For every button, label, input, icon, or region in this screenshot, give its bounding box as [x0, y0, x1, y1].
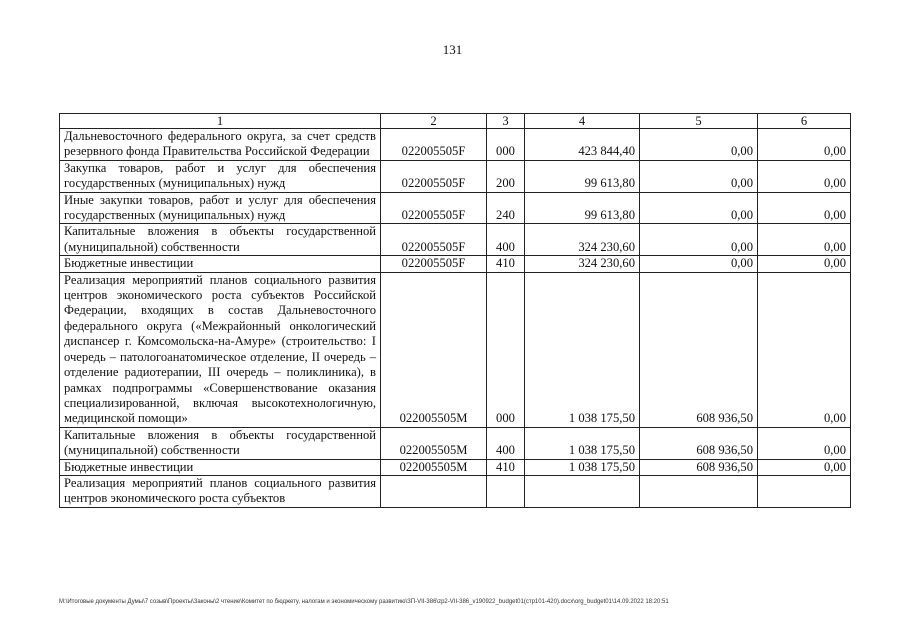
- file-path-footer: M:\Итоговые документы Думы\7 созыв\Проекты\Законы\2 чтение\Комитет по бюджету, налогам и экономическому развитию\ЗП-VII-386\zp2-VII-386_v190922_budget01(стр101-420).docx\org_budget01\14.09.2022 18:20:51: [59, 599, 669, 605]
- row-type: [487, 475, 525, 507]
- row-name: Реализация мероприятий планов социального развития центров экономического роста субъектов: [60, 475, 381, 507]
- row-col4: 99 613,80: [525, 192, 640, 224]
- budget-table: [59, 113, 851, 508]
- row-col6: [758, 475, 851, 507]
- row-code: 022005505M: [381, 272, 487, 427]
- col-header-2: 2: [381, 114, 487, 129]
- row-name: Иные закупки товаров, работ и услуг для обеспечения государственных (муниципальных) нужд: [60, 192, 381, 224]
- row-col5: 608 936,50: [640, 427, 758, 459]
- row-name: Бюджетные инвестиции: [60, 256, 381, 272]
- row-col4: 99 613,80: [525, 160, 640, 192]
- row-type: 400: [487, 224, 525, 256]
- row-name: Капитальные вложения в объекты государственной (муниципальной) собственности: [60, 427, 381, 459]
- row-col5: 0,00: [640, 224, 758, 256]
- table-row: [60, 459, 851, 475]
- row-type: 240: [487, 192, 525, 224]
- row-col4: 324 230,60: [525, 256, 640, 272]
- row-col6: 0,00: [758, 129, 851, 161]
- row-col6: 0,00: [758, 224, 851, 256]
- row-col5: [640, 475, 758, 507]
- row-col4: 423 844,40: [525, 129, 640, 161]
- table-row: [60, 224, 851, 256]
- row-col4: 1 038 175,50: [525, 272, 640, 427]
- row-code: 022005505F: [381, 256, 487, 272]
- row-col4: [525, 475, 640, 507]
- row-col5: 608 936,50: [640, 459, 758, 475]
- row-col5: 0,00: [640, 160, 758, 192]
- row-col4: 324 230,60: [525, 224, 640, 256]
- row-col5: 0,00: [640, 256, 758, 272]
- row-code: 022005505F: [381, 129, 487, 161]
- row-type: 200: [487, 160, 525, 192]
- row-type: 000: [487, 129, 525, 161]
- row-code: 022005505F: [381, 224, 487, 256]
- col-header-6: 6: [758, 114, 851, 129]
- row-code: 022005505F: [381, 192, 487, 224]
- col-header-5: 5: [640, 114, 758, 129]
- table-row: [60, 192, 851, 224]
- row-col4: 1 038 175,50: [525, 427, 640, 459]
- row-col4: 1 038 175,50: [525, 459, 640, 475]
- row-code: [381, 475, 487, 507]
- row-col6: 0,00: [758, 427, 851, 459]
- row-name: Капитальные вложения в объекты государственной (муниципальной) собственности: [60, 224, 381, 256]
- table-row: [60, 129, 851, 161]
- row-col6: 0,00: [758, 272, 851, 427]
- row-code: 022005505F: [381, 160, 487, 192]
- row-col6: 0,00: [758, 459, 851, 475]
- row-code: 022005505M: [381, 427, 487, 459]
- table-row: [60, 475, 851, 507]
- row-name: Реализация мероприятий планов социального развития центров экономического роста субъектов Российской Федерации, входящих в состав Дальневосточного федерального округа («Межрайонный онкологический диспансер г. Комсомольска-на-Амуре» (строительство: I очередь – патологоанатомическое отделение, II очередь – отделение радиотерапии, III очередь – поликлиника), в рамках подпрограммы «Совершенствование оказания специализированной, включая высокотехнологичную, медицинской помощи»: [60, 272, 381, 427]
- table-row: [60, 427, 851, 459]
- row-col5: 0,00: [640, 192, 758, 224]
- row-type: 000: [487, 272, 525, 427]
- row-name: Дальневосточного федерального округа, за счет средств резервного фонда Правительства Российской Федерации: [60, 129, 381, 161]
- row-col5: 608 936,50: [640, 272, 758, 427]
- row-type: 400: [487, 427, 525, 459]
- row-name: Бюджетные инвестиции: [60, 459, 381, 475]
- row-type: 410: [487, 459, 525, 475]
- row-col6: 0,00: [758, 160, 851, 192]
- page-number: 131: [442, 42, 463, 57]
- col-header-4: 4: [525, 114, 640, 129]
- row-col6: 0,00: [758, 256, 851, 272]
- col-header-1: 1: [60, 114, 381, 129]
- row-name: Закупка товаров, работ и услуг для обеспечения государственных (муниципальных) нужд: [60, 160, 381, 192]
- table-row: [60, 272, 851, 427]
- row-col6: 0,00: [758, 192, 851, 224]
- row-col5: 0,00: [640, 129, 758, 161]
- table-row: [60, 160, 851, 192]
- row-type: 410: [487, 256, 525, 272]
- table-row: [60, 256, 851, 272]
- col-header-3: 3: [487, 114, 525, 129]
- table-header-row: [60, 114, 851, 129]
- row-code: 022005505M: [381, 459, 487, 475]
